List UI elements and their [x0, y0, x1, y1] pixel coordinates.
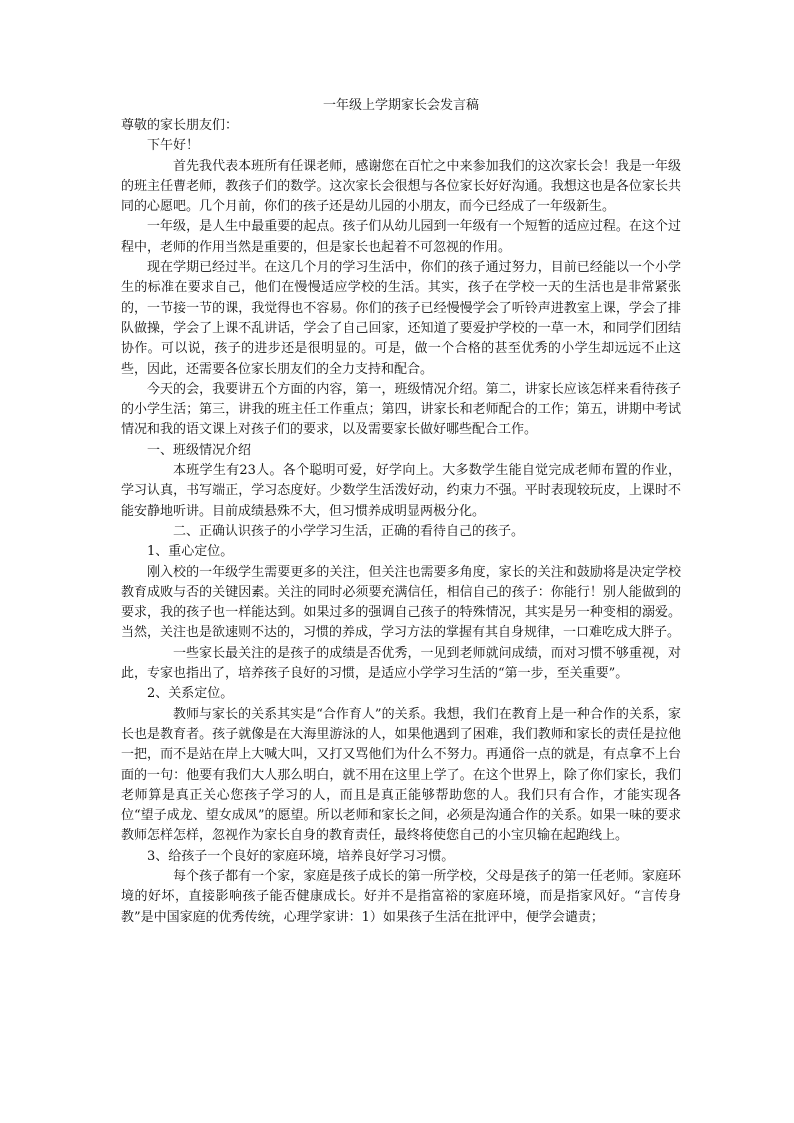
salutation: 尊敬的家长朋友们： — [121, 118, 239, 133]
paragraph-agenda: 今天的会，我要讲五个方面的内容，第一，班级情况介绍。第二，讲家长应该怎样来看待孩子的小学生活；第三，讲我的班主任工作重点；第四，讲家长和老师配合的工作；第五，讲期中考试情况和我的语文课上对孩子们的要求，以及需要家长做好哪些配合工作。 — [121, 381, 681, 438]
paragraph-family-environment: 每个孩子都有一个家，家庭是孩子成长的第一所学校，父母是孩子的第一任老师。家庭环境的好坏，直接影响孩子能否健康成长。好并不是指富裕的家庭环境，而是指家风好。“言传身教”是中国家庭的优秀传统，心理学家讲：1）如果孩子生活在批评中，便学会谴责； — [121, 868, 681, 925]
subheading-focus: 1、重心定位。 — [147, 544, 234, 560]
paragraph-focus-attention: 刚入校的一年级学生需要更多的关注，但关注也需要多角度，家长的关注和鼓励将是决定学校教育成败与否的关键因素。关注的同时必须要充满信任，相信自己的孩子：你能行！别人能做到的要求，我的孩子也一样能达到。如果过多的强调自己孩子的特殊情况，其实是另一种变相的溺爱。当然，关注也是欲速则不达的，习惯的养成，学习方法的掌握有其自身规律，一口难吃成大胖子。 — [121, 564, 681, 641]
section-body-class-intro: 本班学生有23人。各个聪明可爱，好学向上。大多数学生能自觉完成老师布置的作业，学习认真，书写端正，学习态度好。少数学生活泼好动，约束力不强。平时表现较玩皮，上课时不能安静地听讲。目前成绩悬殊不大，但习惯养成明显两极分化。 — [121, 463, 681, 519]
document-page — [121, 96, 681, 928]
paragraph-thanks: 首先我代表本班所有任课老师，感谢您在百忙之中来参加我们的这次家长会！我是一年级的班主任曹老师，教孩子们的数学。这次家长会很想与各位家长好好沟通。我想这也是各位家长共同的心愿吧。几个月前，你们的孩子还是幼儿园的小朋友，而今已经成了一年级新生。 — [121, 158, 681, 215]
paragraph-focus-habits: 一些家长最关注的是孩子的成绩是否优秀，一见到老师就问成绩，而对习惯不够重视，对此，专家也指出了，培养孩子良好的习惯，是适应小学学习生活的“第一步，至关重要”。 — [121, 645, 681, 682]
subheading-relationship: 2、关系定位。 — [147, 686, 234, 702]
subheading-family-environment: 3、给孩子一个良好的家庭环境，培养良好学习习惯。 — [147, 848, 455, 864]
paragraph-relationship: 教师与家长的关系其实是“合作育人”的关系。我想，我们在教育上是一种合作的关系，家长也是教育者。孩子就像是在大海里游泳的人，如果他遇到了困难，我们教师和家长的责任是拉他一把，而不是站在岸上大喊大叫，又打又骂他们为什么不努力。再通俗一点的就是，有点拿不上台面的一句：他要有我们大人那么明白，就不用在这里上学了。在这个世界上，除了你们家长，我们老师算是真正关心您孩子学习的人，而且是真正能够帮助您的人。我们只有合作，才能实现各位“望子成龙、望女成凤”的愿望。所以老师和家长之间，必须是沟通合作的关系。如果一味的要求教师怎样怎样，忽视作为家长自身的教育责任，最终将使您自己的小宝贝输在起跑线上。 — [121, 706, 681, 844]
paragraph-semester-progress: 现在学期已经过半。在这几个月的学习生活中，你们的孩子通过努力，目前已经能以一个小学生的标准在要求自己，他们在慢慢适应学校的生活。其实，孩子在学校一天的生活也是非常紧张的，一节接一节的课，我觉得也不容易。你们的孩子已经慢慢学会了听铃声进教室上课，学会了排队做操，学会了上课不乱讲话，学会了自己回家，还知道了要爱护学校的一草一木，和同学们团结协作。可以说，孩子的进步还是很明显的。可是，做一个合格的甚至优秀的小学生却远远不止这些，因此，还需要各位家长朋友们的全力支持和配合。 — [121, 260, 681, 377]
paragraph-starting-point: 一年级，是人生中最重要的起点。孩子们从幼儿园到一年级有一个短暂的适应过程。在这个过程中，老师的作用当然是重要的，但是家长也起着不可忽视的作用。 — [121, 219, 681, 255]
document-title: 一年级上学期家长会发言稿 — [322, 98, 479, 113]
greeting: 下午好！ — [147, 138, 200, 154]
section-heading-school-life: 二、正确认识孩子的小学学习生活，正确的看待自己的孩子。 — [173, 523, 525, 539]
section-heading-class-intro: 一、班级情况介绍 — [147, 442, 252, 458]
